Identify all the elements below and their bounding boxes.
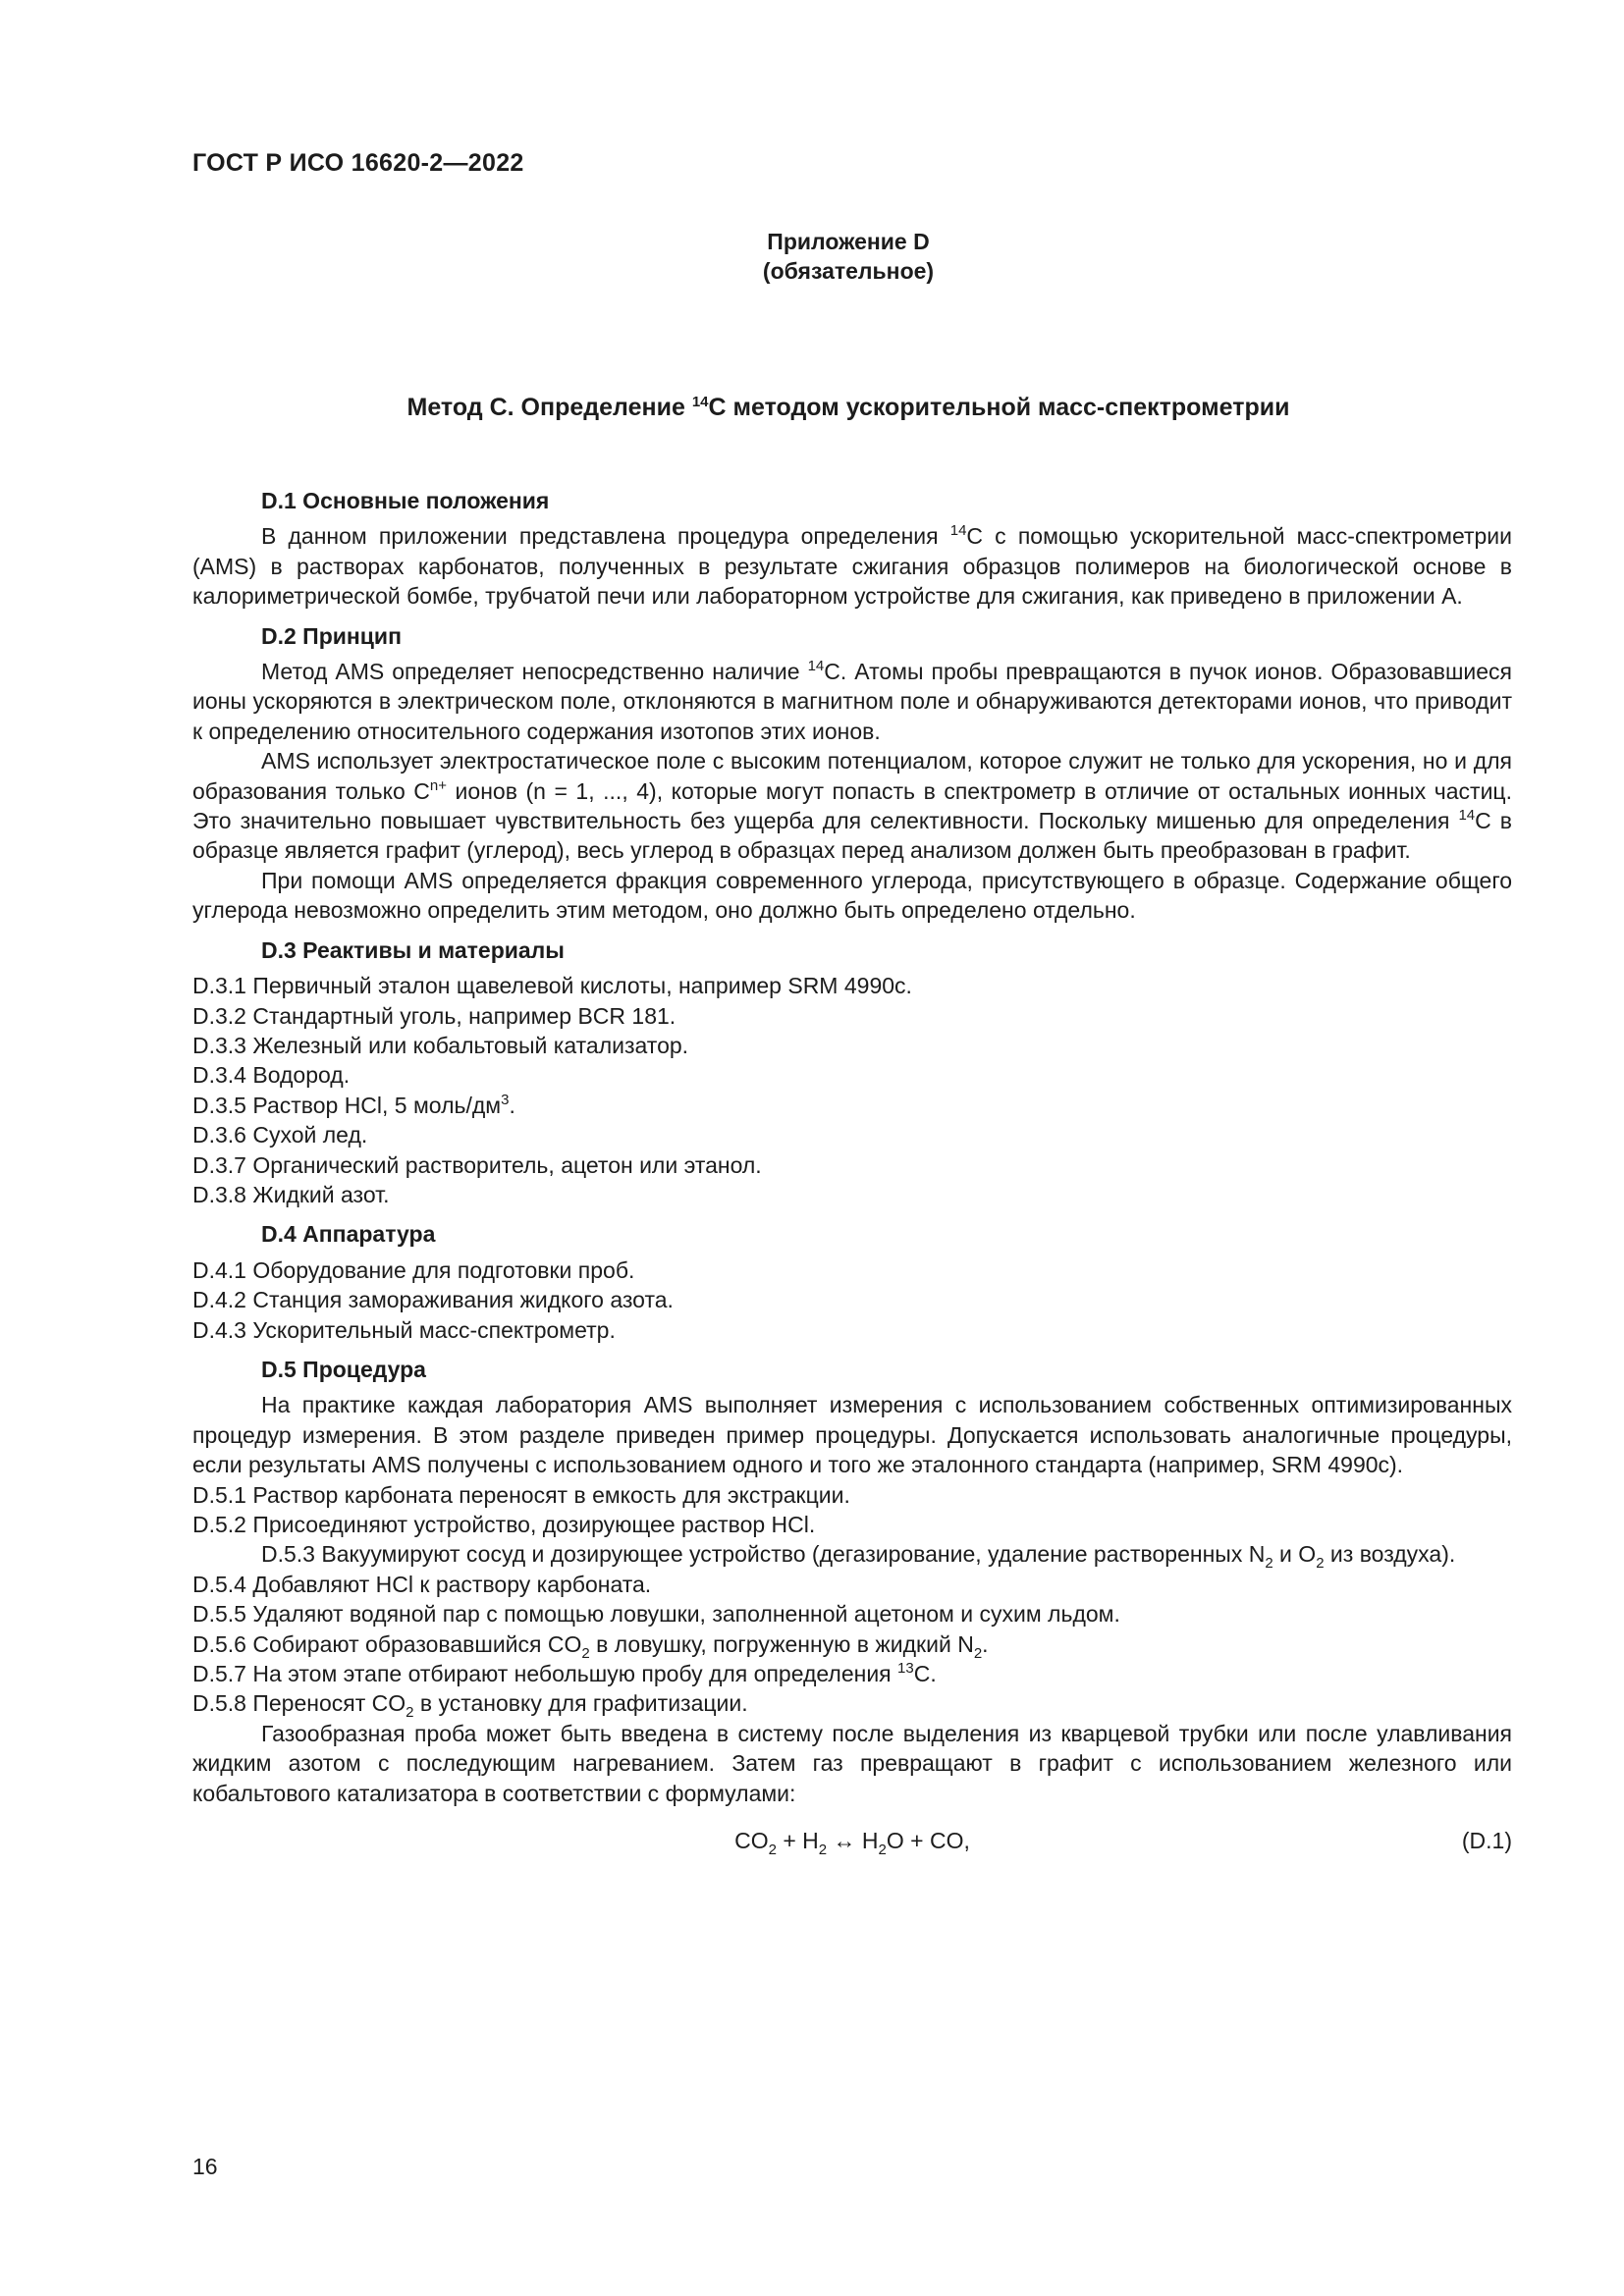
paragraph: При помощи AMS определяется фракция современного углерода, присутствующего в образце. Содержание общего углерода невозможно определить этим методом, оно должно быть определено отдельно. — [192, 867, 1512, 924]
document-header: ГОСТ Р ИСО 16620-2—2022 — [192, 149, 524, 177]
section-heading-d1: D.1 Основные положения — [261, 488, 550, 513]
document-body — [192, 476, 1512, 1859]
list-item: D.5.3 Вакуумируют сосуд и дозирующее устройство (дегазирование, удаление растворенных $N_2$ и $O_2$ из воздуха). — [261, 1541, 1456, 1573]
paragraph: Метод AMS определяет непосредственно наличие $^{14}$С. Атомы пробы превращаются в пучок ионов. Образовавшиеся ионы ускоряются в электрическом поле, отклоняются в магнитном поле и обнаруживаются детекторами ионов, что приводит к определению относительного содержания изотопов этих ионов. — [192, 658, 1513, 744]
section-heading-d5: D.5 Процедура — [261, 1356, 426, 1382]
list-item: D.3.1 Первичный эталон щавелевой кислоты, например SRM 4990с. — [192, 973, 912, 999]
list-item: D.4.1 Оборудование для подготовки проб. — [192, 1256, 635, 1283]
list-item: D.5.8 Переносят $CO_2$ в установку для графитизации. — [192, 1690, 748, 1722]
list-item: D.3.4 Водород. — [192, 1062, 351, 1089]
list-item: D.3.8 Жидкий азот. — [192, 1181, 390, 1207]
formula-d1 — [192, 1826, 1512, 1859]
list-item: D.5.5 Удаляют водяной пар с помощью ловушки, заполненной ацетоном и сухим льдом. — [192, 1601, 1120, 1628]
annex-heading — [0, 227, 1624, 286]
paragraph: На практике каждая лаборатория AMS выполняет измерения с использованием собственных оптимизированных процедур измерения. В этом разделе приведен пример процедуры. Допускается использовать аналогичные процедуры, если результаты AMS получены с использованием одного и того же эталонного стандарта (например, SRM 4990с). — [192, 1392, 1512, 1478]
chemical-equation: $CO_2 + H_2$ ↔ $H_2O$ + CO, — [734, 1828, 970, 1859]
list-item: D.5.7 На этом этапе отбирают небольшую пробу для определения $^{13}$С. — [192, 1660, 937, 1687]
list-item: D.3.7 Органический растворитель, ацетон или этанол. — [192, 1151, 762, 1178]
annex-title: Метод С. Определение $^{14}$С методом ускорительной масс-спектрометрии — [406, 394, 1290, 421]
list-item: D.4.2 Станция замораживания жидкого азота. — [192, 1287, 674, 1313]
list-item: D.4.3 Ускорительный масс-спектрометр. — [192, 1316, 616, 1343]
section-heading-d3: D.3 Реактивы и материалы — [261, 936, 565, 963]
paragraph: В данном приложении представлена процедура определения $^{14}$С с помощью ускорительной масс-спектрометрии (AMS) в растворах карбонатов, полученных в результате сжигания образцов полимеров на биологической основе в калориметрической бомбе, трубчатой печи или лабораторном устройстве для сжигания, как приведено в приложении А. — [192, 522, 1512, 610]
list-item: D.5.4 Добавляют HCl к раствору карбоната. — [192, 1571, 652, 1597]
paragraph: AMS использует электростатическое поле с высоким потенциалом, которое служит не только для ускорения, но и для образования только $С^{n+}$ ионов (n = 1, ..., 4), которые могут попасть в спектрометр в отличие от остальных ионных частиц. Это значительно повышает чувствительность без ущерба для селективности. Поскольку мишенью для определения $^{14}$С в образце является графит (углерод), весь углерод в образцах перед анализом должен быть преобразован в графит. — [192, 748, 1512, 864]
paragraph: Газообразная проба может быть введена в систему после выделения из кварцевой трубки или после улавливания жидким азотом с последующим нагреванием. Затем газ превращают в графит с использованием железного или кобальтового катализатора в соответствии с формулами: — [192, 1720, 1512, 1806]
annex-status: (обязательное) — [762, 258, 935, 284]
list-item: D.3.5 Раствор HCl, 5 моль/$дм^3$. — [192, 1091, 515, 1118]
list-item: D.3.6 Сухой лед. — [192, 1122, 368, 1148]
section-heading-d4: D.4 Аппаратура — [261, 1221, 436, 1248]
list-item: D.5.2 Присоединяют устройство, дозирующее раствор HCl. — [192, 1512, 816, 1537]
section-heading-d2: D.2 Принцип — [261, 622, 402, 649]
list-item: D.5.1 Раствор карбоната переносят в емкость для экстракции. — [192, 1481, 850, 1508]
formula-number: (D.1) — [1461, 1828, 1512, 1854]
annex-label: Приложение D — [767, 229, 930, 254]
page-number: 16 — [192, 2154, 218, 2179]
list-item: D.5.6 Собирают образовавшийся $CO_2$ в ловушку, погруженную в жидкий $N_2$. — [192, 1630, 989, 1662]
list-item: D.3.2 Стандартный уголь, например BCR 181. — [192, 1002, 677, 1029]
list-item: D.3.3 Железный или кобальтовый катализатор. — [192, 1032, 689, 1058]
